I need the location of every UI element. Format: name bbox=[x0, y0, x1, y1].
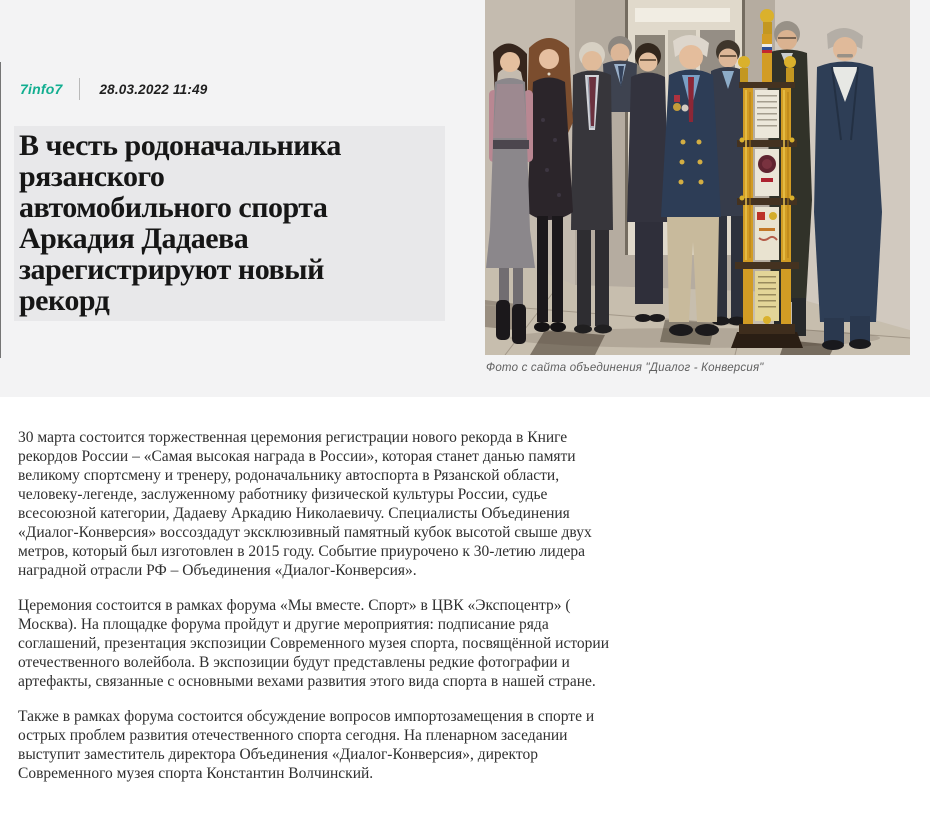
brand-divider bbox=[79, 78, 80, 100]
article-title-line: Аркадия Дадаева bbox=[19, 222, 249, 255]
article-header-section bbox=[0, 0, 930, 397]
publish-date: 28.03.2022 11:49 bbox=[99, 81, 208, 97]
site-logo[interactable]: 7info7 bbox=[20, 81, 63, 97]
left-edge-line bbox=[0, 62, 1, 358]
brand-row bbox=[20, 77, 207, 101]
article-title-line: зарегистрируют новый bbox=[19, 253, 324, 286]
photo-caption: Фото с сайта объединения "Диалог - Конверсия" bbox=[486, 362, 764, 374]
article-title bbox=[14, 126, 445, 321]
article-title-line: автомобильного спорта bbox=[19, 191, 328, 224]
article-title-line: рекорд bbox=[19, 284, 110, 317]
article-paragraph: Также в рамках форума состоится обсуждение вопросов импортозамещения в спорте и острых проблем развития отечественного спорта сегодня. На пленарном заседании выступит заместитель директора Объединения «Диалог-Конверсия», директор Современного музея спорта Константин Волчинский. bbox=[18, 708, 595, 782]
article-title-line: рязанского bbox=[19, 160, 165, 193]
article-photo bbox=[485, 0, 910, 355]
article-paragraph: 30 марта состоится торжественная церемония регистрации нового рекорда в Книге рекордов России – «Самая высокая награда в России», которая станет данью памяти великому спортсмену и тренеру, родоначальнику автоспорта в Рязанской области, человеку-легенде, заслуженному работнику физической культуры России, судье всесоюзной категории, Дадаеву Аркадию Николаевичу. Специалисты Объединения «Диалог-Конверсия» воссоздадут эксклюзивный памятный кубок высотой свыше двух метров, который был изготовлен в 2015 году. Событие приурочено к 30-летию лидера наградной отрасли РФ – Объединения «Диалог-Конверсия». bbox=[18, 429, 592, 579]
article-paragraph: Церемония состоится в рамках форума «Мы вместе. Спорт» в ЦВК «Экспоцентр» ( Москва). На площадке форума пройдут и другие мероприятия: подписание ряда соглашений, презентация экспозиции Современного музея спорта, посвящённой истории отечественного волейбола. В экспозиции будут представлены редкие фотографии и артефакты, связанные с основными вехами развития этого вида спорта в нашей стране. bbox=[18, 597, 610, 690]
article-body bbox=[0, 397, 930, 793]
article-title-line: В честь родоначальника bbox=[19, 129, 341, 162]
group-photo-with-trophy-illustration bbox=[485, 0, 910, 355]
